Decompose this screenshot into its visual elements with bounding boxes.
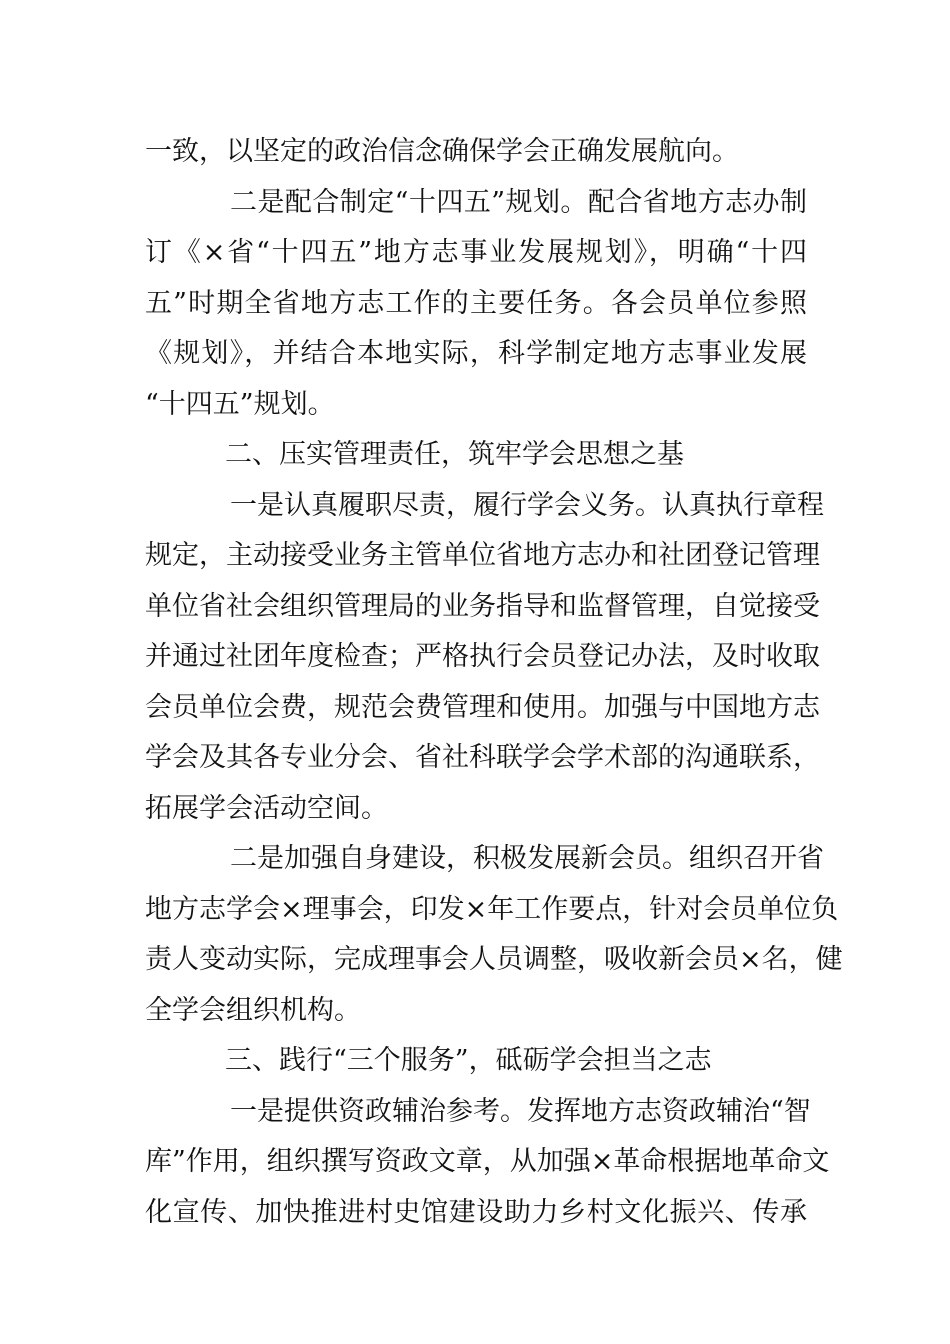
paragraph-line: 化宣传、加快推进村史馆建设助力乡村文化振兴、传承 [145,1196,807,1228]
document-body [145,127,843,1238]
paragraph-line: 并通过社团年度检查；严格执行会员登记办法，及时收取 [145,641,820,672]
paragraph-line: 一是提供资政辅治参考。发挥地方志资政辅治“智 [230,1095,811,1127]
paragraph-line: 规定，主动接受业务主管单位省地方志办和社团登记管理 [145,540,820,571]
paragraph-line: 单位省社会组织管理局的业务指导和监督管理，自觉接受 [145,590,820,622]
paragraph-line: 库”作用，组织撰写资政文章，从加强×革命根据地革命文 [145,1146,830,1177]
paragraph-line: 二是配合制定“十四五”规划。配合省地方志办制 [230,186,807,218]
paragraph-line: 拓展学会活动空间。 [145,792,388,824]
paragraph-line: 学会及其各专业分会、省社科联学会学术部的沟通联系， [145,742,820,773]
paragraph-line: 五”时期全省地方志工作的主要任务。各会员单位参照 [145,287,807,319]
section-heading: 二、压实管理责任，筑牢学会思想之基 [225,439,684,470]
section-heading: 三、践行“三个服务”，砥砺学会担当之志 [225,1045,712,1076]
paragraph-line: 会员单位会费，规范会费管理和使用。加强与中国地方志 [145,691,820,723]
paragraph-line: 全学会组织机构。 [145,994,361,1026]
paragraph-line: 地方志学会×理事会，印发×年工作要点，针对会员单位负 [145,893,839,925]
paragraph-line: 订《×省“十四五”地方志事业发展规划》，明确“十四 [145,237,807,268]
paragraph-line: 一是认真履职尽责，履行学会义务。认真执行章程 [230,489,824,521]
paragraph-line: “十四五”规划。 [145,388,335,420]
paragraph-line: 二是加强自身建设，积极发展新会员。组织召开省 [230,843,824,874]
paragraph-line: 责人变动实际，完成理事会人员调整，吸收新会员×名，健 [145,944,843,975]
paragraph-line: 《规划》，并结合本地实际，科学制定地方志事业发展 [145,338,807,369]
paragraph-line: 一致，以坚定的政治信念确保学会正确发展航向。 [145,136,739,167]
